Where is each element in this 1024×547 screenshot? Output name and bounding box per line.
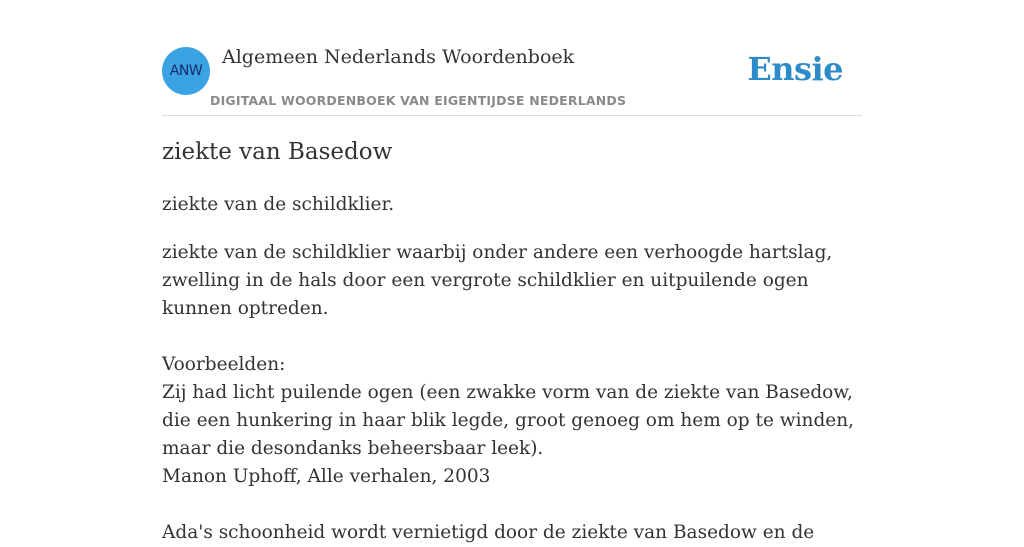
page <box>162 0 862 543</box>
example-text: Zij had licht puilende ogen (een zwakke vorm van de ziekte van Basedow, die een hunkering in haar blik legde, groot genoeg om hem op te winden, maar die desondanks beheersbaar leek). <box>162 382 855 459</box>
short-definition: ziekte van de schildklier. <box>162 194 395 215</box>
entry-body <box>162 239 862 547</box>
example-source: Manon Uphoff, Alle verhalen, 2003 <box>162 466 491 487</box>
logo-text: ANW <box>169 63 203 79</box>
anw-logo[interactable] <box>162 47 210 95</box>
site-subtitle: DIGITAAL WOORDENBOEK VAN EIGENTIJDSE NEDERLANDS <box>210 93 627 108</box>
site-title[interactable]: Algemeen Nederlands Woordenboek <box>222 46 575 68</box>
ensie-brand-logo[interactable]: Ensie <box>747 50 843 88</box>
example-text: Ada's schoonheid wordt vernietigd door de ziekte van Basedow en de <box>162 522 815 543</box>
site-header <box>162 0 862 116</box>
examples-label: Voorbeelden: <box>162 354 286 375</box>
long-definition: ziekte van de schildklier waarbij onder andere een verhoogde hartslag, zwelling in de hals door een vergrote schildklier en uitpuilende ogen kunnen optreden. <box>162 242 833 319</box>
entry-term: ziekte van Basedow <box>162 139 393 165</box>
